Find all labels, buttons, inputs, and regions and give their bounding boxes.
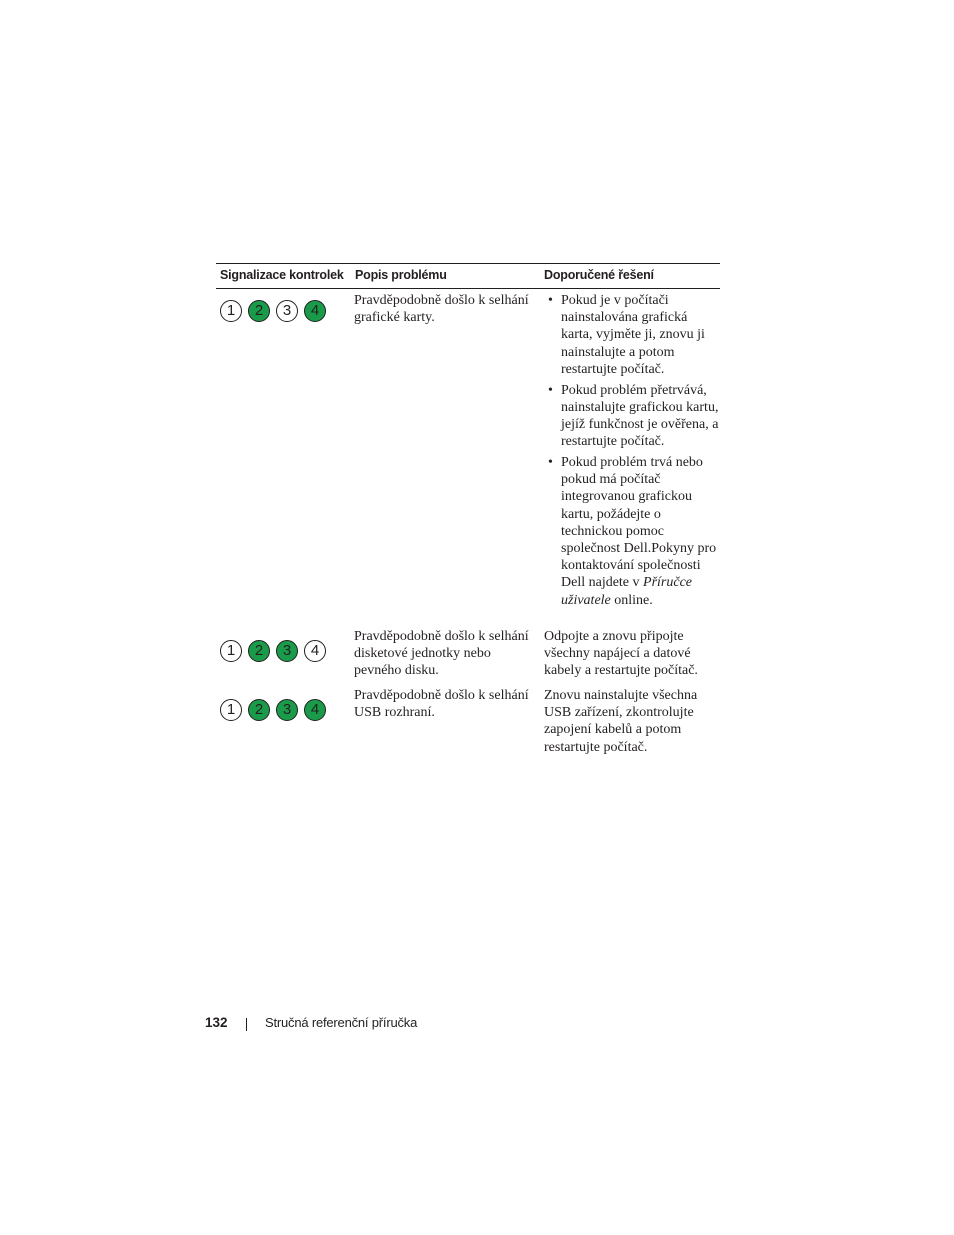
led-2-icon: 2 bbox=[248, 300, 270, 322]
problem-description: Pravděpodobně došlo k selhání disketové jednotky nebo pevného disku. bbox=[354, 629, 529, 679]
recommended-solution: Znovu nainstalujte všechna USB zařízení, zkontrolujte zapojení kabelů a potom restartujte počítač. bbox=[544, 688, 698, 755]
led-1-icon: 1 bbox=[220, 640, 242, 662]
user-guide-title: Příručce uživatele bbox=[561, 575, 693, 608]
led-4-icon: 4 bbox=[304, 699, 326, 721]
page-number: 132 bbox=[205, 1015, 228, 1030]
solution-bullet: • Pokud problém trvá nebo pokud má počítač integrovanou grafickou kartu, požádejte o technickou pomoc společnost Dell.Pokyny pro kontaktování společnosti Dell najdete v Příručce uživatele online. bbox=[544, 454, 720, 609]
footer-separator bbox=[246, 1018, 247, 1031]
led-2-icon: 2 bbox=[248, 640, 270, 662]
problem-description: Pravděpodobně došlo k selhání USB rozhraní. bbox=[354, 688, 529, 721]
table-row bbox=[216, 688, 720, 774]
header-light-pattern: Signalizace kontrolek bbox=[220, 268, 344, 282]
document-title: Stručná referenční příručka bbox=[265, 1015, 418, 1030]
led-3-icon: 3 bbox=[276, 300, 298, 322]
table-header bbox=[216, 263, 720, 289]
table-row bbox=[216, 629, 720, 694]
solution-bullet: • Pokud problém přetrvává, nainstalujte grafickou kartu, jejíž funkčnost je ověřena, a restartujte počítač. bbox=[544, 382, 720, 451]
diagnostic-lights-table bbox=[216, 263, 720, 774]
recommended-solution bbox=[544, 292, 720, 612]
led-3-icon: 3 bbox=[276, 699, 298, 721]
header-recommended-solution: Doporučené řešení bbox=[544, 268, 654, 282]
led-2-icon: 2 bbox=[248, 699, 270, 721]
led-1-icon: 1 bbox=[220, 699, 242, 721]
led-4-icon: 4 bbox=[304, 640, 326, 662]
solution-bullet: • Pokud je v počítači nainstalována grafická karta, vyjměte ji, znovu ji nainstalujte a potom restartujte počítač. bbox=[544, 292, 720, 378]
led-1-icon: 1 bbox=[220, 300, 242, 322]
problem-description: Pravděpodobně došlo k selhání grafické karty. bbox=[354, 293, 529, 326]
table-row bbox=[216, 289, 720, 635]
recommended-solution: Odpojte a znovu připojte všechny napájecí a datové kabely a restartujte počítač. bbox=[544, 629, 698, 679]
led-3-icon: 3 bbox=[276, 640, 298, 662]
led-4-icon: 4 bbox=[304, 300, 326, 322]
header-problem-description: Popis problému bbox=[355, 268, 447, 282]
